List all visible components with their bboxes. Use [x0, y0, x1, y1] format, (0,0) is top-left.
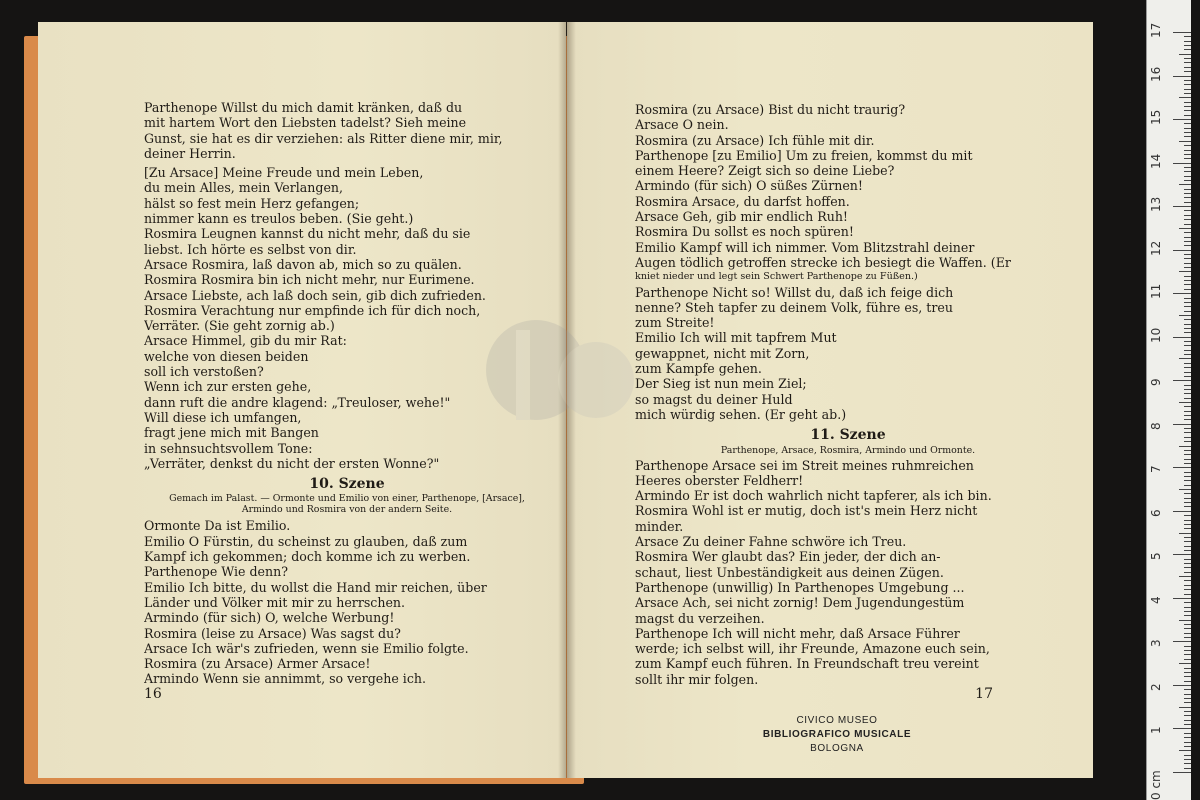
- ruler-minor-tick: [1184, 480, 1191, 481]
- ruler-minor-tick: [1184, 411, 1191, 412]
- ruler-minor-tick: [1184, 193, 1191, 194]
- ruler-minor-tick: [1184, 341, 1191, 342]
- text-line: „Verräter, denkst du nicht der ersten Wonne?": [144, 455, 440, 471]
- right-page-text: [635, 102, 1061, 687]
- text-line: minder.: [635, 518, 684, 534]
- ruler-tick: [1173, 511, 1191, 512]
- ruler-minor-tick: [1184, 145, 1191, 146]
- text-line: Arsace O nein.: [635, 117, 729, 133]
- ruler-minor-tick: [1184, 585, 1191, 586]
- ruler-minor-tick: [1184, 123, 1191, 124]
- text-line: Emilio Ich bitte, du wollst die Hand mir reichen, über: [144, 579, 487, 595]
- text-line: Parthenope Nicht so! Willst du, daß ich feige dich: [635, 284, 954, 300]
- ruler-minor-tick: [1184, 267, 1191, 268]
- ruler-minor-tick: [1184, 224, 1191, 225]
- ruler-minor-tick: [1184, 659, 1191, 660]
- ruler-tick: [1173, 206, 1191, 207]
- text-line: fragt jene mich mit Bangen: [144, 425, 319, 441]
- ruler-minor-tick: [1184, 106, 1191, 107]
- ruler-minor-tick: [1184, 202, 1191, 203]
- ruler-minor-tick: [1184, 150, 1191, 151]
- ruler-minor-tick: [1184, 324, 1191, 325]
- text-line: Arsace Ach, sei nicht zornig! Dem Jugendungestüm: [635, 595, 965, 611]
- text-line: Parthenope Ich will nicht mehr, daß Arsace Führer: [635, 625, 960, 641]
- text-line: Augen tödlich getroffen strecke ich besiegt die Waffen. (Er: [635, 254, 1011, 270]
- ruler-label: 14: [1149, 153, 1163, 169]
- ruler-minor-tick: [1184, 385, 1191, 386]
- ruler-minor-tick: [1179, 620, 1191, 621]
- scene-direction: Armindo und Rosmira von der andern Seite.: [241, 504, 453, 516]
- text-line: zum Kampf euch führen. In Freundschaft treu vereint: [635, 656, 979, 672]
- ruler-minor-tick: [1179, 707, 1191, 708]
- ruler-minor-tick: [1184, 389, 1191, 390]
- ruler-minor-tick: [1184, 102, 1191, 103]
- ruler-minor-tick: [1184, 215, 1191, 216]
- ruler-tick: [1173, 598, 1191, 599]
- ruler-minor-tick: [1184, 419, 1191, 420]
- ruler-minor-tick: [1184, 611, 1191, 612]
- text-line: Rosmira (leise zu Arsace) Was sagst du?: [144, 625, 401, 641]
- ruler-label: 8: [1149, 422, 1163, 430]
- ruler-minor-tick: [1184, 45, 1191, 46]
- ruler-label: 6: [1149, 509, 1163, 517]
- ruler-tick: [1173, 76, 1191, 77]
- ruler-minor-tick: [1184, 84, 1191, 85]
- ruler-minor-tick: [1184, 49, 1191, 50]
- ruler-label: 4: [1149, 596, 1163, 604]
- text-line: Parthenope [zu Emilio] Um zu freien, kommst du mit: [635, 147, 973, 163]
- ruler-minor-tick: [1184, 572, 1191, 573]
- ruler-tick: [1173, 163, 1191, 164]
- text-line: mit hartem Wort den Liebsten tadelst? Sieh meine: [144, 115, 467, 131]
- ruler-minor-tick: [1184, 502, 1191, 503]
- ruler-minor-tick: [1184, 437, 1191, 438]
- ruler-minor-tick: [1184, 567, 1191, 568]
- ruler-label: 7: [1149, 465, 1163, 474]
- ruler-minor-tick: [1184, 628, 1191, 629]
- text-line: Armindo (für sich) O süßes Zürnen!: [635, 178, 863, 194]
- text-line: Emilio Ich will mit tapfrem Mut: [635, 330, 837, 346]
- ruler-minor-tick: [1184, 594, 1191, 595]
- text-line: Will diese ich umfangen,: [144, 409, 302, 425]
- ruler-minor-tick: [1184, 128, 1191, 129]
- ruler-minor-tick: [1184, 602, 1191, 603]
- ruler-minor-tick: [1184, 136, 1191, 137]
- ruler-tick: [1173, 641, 1191, 642]
- ruler-minor-tick: [1184, 742, 1191, 743]
- ruler-minor-tick: [1184, 132, 1191, 133]
- ruler-minor-tick: [1179, 315, 1191, 316]
- scene-direction: Gemach im Palast. — Ormonte und Emilio von einer, Parthenope, [Arsace],: [169, 493, 525, 505]
- text-line: Emilio O Fürstin, du scheinst zu glauben, daß zum: [144, 533, 468, 549]
- ruler-minor-tick: [1184, 472, 1191, 473]
- ruler-minor-tick: [1184, 615, 1191, 616]
- ruler-minor-tick: [1184, 354, 1191, 355]
- ruler-tick: [1173, 119, 1191, 120]
- ruler-minor-tick: [1184, 245, 1191, 246]
- ruler-minor-tick: [1184, 232, 1191, 233]
- text-line: zum Streite!: [635, 315, 715, 331]
- ruler-minor-tick: [1179, 663, 1191, 664]
- ruler-minor-tick: [1184, 711, 1191, 712]
- ruler-label: 11: [1149, 283, 1163, 300]
- ruler-label: 16: [1149, 66, 1163, 82]
- ruler-minor-tick: [1184, 755, 1191, 756]
- ruler-minor-tick: [1184, 520, 1191, 521]
- ruler-minor-tick: [1184, 768, 1191, 769]
- ruler-minor-tick: [1184, 58, 1191, 59]
- ruler-minor-tick: [1179, 358, 1191, 359]
- ruler-tick: [1173, 772, 1191, 773]
- text-line: Rosmira Arsace, du darfst hoffen.: [635, 193, 850, 209]
- ruler-minor-tick: [1184, 689, 1191, 690]
- ruler-minor-tick: [1184, 733, 1191, 734]
- text-line: deiner Herrin.: [144, 145, 236, 161]
- ruler-minor-tick: [1184, 759, 1191, 760]
- text-line: liebst. Ich hörte es selbst von dir.: [144, 241, 357, 257]
- ruler-minor-tick: [1184, 498, 1191, 499]
- text-line: Parthenope Wie denn?: [144, 564, 288, 580]
- ruler-minor-tick: [1184, 463, 1191, 464]
- ruler-minor-tick: [1184, 398, 1191, 399]
- text-line: mich würdig sehen. (Er geht ab.): [635, 406, 847, 422]
- ruler-minor-tick: [1184, 167, 1191, 168]
- ruler-tick: [1173, 250, 1191, 251]
- ruler-minor-tick: [1184, 432, 1191, 433]
- ruler-minor-tick: [1184, 241, 1191, 242]
- text-line: Parthenope (unwillig) In Parthenopes Umgebung ...: [635, 579, 965, 595]
- ruler-minor-tick: [1184, 393, 1191, 394]
- ruler-minor-tick: [1179, 228, 1191, 229]
- ruler-minor-tick: [1179, 446, 1191, 447]
- ruler-tick: [1173, 32, 1191, 33]
- ruler-minor-tick: [1184, 350, 1191, 351]
- ruler-minor-tick: [1184, 415, 1191, 416]
- museum-watermark-logo: [476, 300, 656, 460]
- ruler-minor-tick: [1184, 176, 1191, 177]
- ruler-minor-tick: [1184, 171, 1191, 172]
- ruler-minor-tick: [1184, 737, 1191, 738]
- ruler-minor-tick: [1184, 546, 1191, 547]
- text-line: Rosmira (zu Arsace) Armer Arsace!: [144, 656, 371, 672]
- ruler-minor-tick: [1184, 654, 1191, 655]
- text-line: Emilio Kampf will ich nimmer. Vom Blitzstrahl deiner: [635, 239, 975, 255]
- text-line: Rosmira Rosmira bin ich nicht mehr, nur Eurimene.: [144, 272, 475, 288]
- ruler-minor-tick: [1184, 280, 1191, 281]
- ruler-minor-tick: [1184, 110, 1191, 111]
- scene-heading: 11. Szene: [810, 427, 886, 444]
- text-line: Arsace Liebste, ach laß doch sein, gib dich zufrieden.: [144, 287, 486, 303]
- ruler-minor-tick: [1184, 459, 1191, 460]
- text-line: Parthenope Willst du mich damit kränken, daß du: [144, 100, 463, 115]
- ruler-minor-tick: [1184, 237, 1191, 238]
- stamp-line: CIVICO MUSEO: [796, 715, 878, 726]
- ruler-label: 9: [1149, 378, 1163, 387]
- text-line: Arsace Zu deiner Fahne schwöre ich Treu.: [635, 534, 907, 550]
- ruler-minor-tick: [1184, 650, 1191, 651]
- text-line: Arsace Himmel, gib du mir Rat:: [144, 333, 347, 349]
- text-line: Wenn ich zur ersten gehe,: [144, 379, 312, 395]
- ruler-label: 5: [1149, 552, 1163, 561]
- ruler-tick: [1173, 424, 1191, 425]
- text-line: Rosmira Leugnen kannst du nicht mehr, daß du sie: [144, 226, 471, 242]
- ruler-minor-tick: [1184, 62, 1191, 63]
- ruler-minor-tick: [1184, 672, 1191, 673]
- text-line: Länder und Völker mit mir zu herrschen.: [144, 594, 406, 610]
- ruler-label: 2: [1149, 683, 1163, 691]
- library-stamp: [737, 714, 937, 756]
- text-line: Arsace Rosmira, laß davon ab, mich so zu quälen.: [144, 256, 462, 272]
- text-line: Rosmira Wer glaubt das? Ein jeder, der dich an-: [635, 549, 941, 565]
- ruler-tick: [1173, 728, 1191, 729]
- measurement-ruler: [1146, 0, 1191, 800]
- ruler-label: 3: [1149, 639, 1163, 648]
- ruler-minor-tick: [1184, 363, 1191, 364]
- ruler-minor-tick: [1184, 263, 1191, 264]
- ruler-minor-tick: [1184, 515, 1191, 516]
- ruler-minor-tick: [1184, 319, 1191, 320]
- ruler-minor-tick: [1184, 36, 1191, 37]
- ruler-minor-tick: [1184, 746, 1191, 747]
- ruler-minor-tick: [1184, 328, 1191, 329]
- ruler-label: 10: [1149, 327, 1163, 343]
- scene-cast: Parthenope, Arsace, Rosmira, Armindo und Ormonte.: [720, 444, 976, 456]
- ruler-minor-tick: [1184, 550, 1191, 551]
- ruler-minor-tick: [1184, 71, 1191, 72]
- text-line: Armindo Er ist doch wahrlich nicht tapferer, als ich bin.: [635, 488, 992, 504]
- scene-heading: 10. Szene: [309, 476, 385, 493]
- ruler-minor-tick: [1184, 607, 1191, 608]
- ruler-label: 15: [1149, 109, 1163, 126]
- text-line: zum Kampfe gehen.: [635, 361, 762, 377]
- text-line: dann ruft die andre klagend: „Treuloser, wehe!": [144, 394, 451, 410]
- ruler-minor-tick: [1179, 54, 1191, 55]
- ruler-minor-tick: [1179, 576, 1191, 577]
- ruler-minor-tick: [1184, 637, 1191, 638]
- ruler-minor-tick: [1184, 197, 1191, 198]
- text-line: werde; ich selbst will, ihr Freunde, Amazone euch sein,: [635, 641, 990, 657]
- ruler-minor-tick: [1184, 406, 1191, 407]
- ruler-tick: [1173, 467, 1191, 468]
- ruler-minor-tick: [1184, 702, 1191, 703]
- ruler-minor-tick: [1179, 750, 1191, 751]
- ruler-label: 13: [1149, 196, 1163, 213]
- ruler-minor-tick: [1179, 271, 1191, 272]
- ruler-tick: [1173, 293, 1191, 294]
- ruler-minor-tick: [1184, 698, 1191, 699]
- ruler-minor-tick: [1184, 454, 1191, 455]
- ruler-tick: [1173, 554, 1191, 555]
- ruler-tick: [1173, 380, 1191, 381]
- ruler-minor-tick: [1184, 589, 1191, 590]
- ruler-minor-tick: [1184, 189, 1191, 190]
- ruler-label: 0 cm: [1149, 770, 1163, 800]
- ruler-label: 12: [1149, 240, 1163, 256]
- ruler-minor-tick: [1184, 302, 1191, 303]
- ruler-minor-tick: [1184, 715, 1191, 716]
- ruler-minor-tick: [1184, 694, 1191, 695]
- text-line: gewappnet, nicht mit Zorn,: [635, 345, 810, 361]
- text-line: Rosmira (zu Arsace) Bist du nicht traurig?: [635, 102, 906, 117]
- ruler-minor-tick: [1184, 624, 1191, 625]
- text-line: schaut, liest Unbeständigkeit aus deinen Zügen.: [635, 564, 944, 580]
- text-line: Parthenope Arsace sei im Streit meines ruhmreichen: [635, 457, 974, 473]
- ruler-minor-tick: [1184, 372, 1191, 373]
- ruler-minor-tick: [1184, 633, 1191, 634]
- ruler-minor-tick: [1184, 41, 1191, 42]
- ruler-minor-tick: [1184, 524, 1191, 525]
- ruler-minor-tick: [1184, 493, 1191, 494]
- text-line: Arsace Geh, gib mir endlich Ruh!: [635, 209, 848, 225]
- ruler-minor-tick: [1179, 97, 1191, 98]
- ruler-minor-tick: [1184, 724, 1191, 725]
- text-line: Armindo Wenn sie annimmt, so vergehe ich.: [144, 671, 427, 687]
- text-line: soll ich verstoßen?: [144, 364, 264, 380]
- ruler-minor-tick: [1184, 154, 1191, 155]
- ruler-minor-tick: [1179, 402, 1191, 403]
- ruler-tick: [1173, 685, 1191, 686]
- text-line: du mein Alles, mein Verlangen,: [144, 180, 344, 196]
- ruler-minor-tick: [1184, 450, 1191, 451]
- text-line: Verräter. (Sie geht zornig ab.): [144, 318, 335, 334]
- ruler-minor-tick: [1184, 668, 1191, 669]
- ruler-minor-tick: [1184, 367, 1191, 368]
- text-line: [Zu Arsace] Meine Freude und mein Leben,: [144, 165, 424, 181]
- text-line: so magst du deiner Huld: [635, 391, 793, 407]
- ruler-minor-tick: [1184, 306, 1191, 307]
- ruler-minor-tick: [1184, 284, 1191, 285]
- ruler-minor-tick: [1179, 184, 1191, 185]
- ruler-minor-tick: [1179, 533, 1191, 534]
- ruler-minor-tick: [1184, 298, 1191, 299]
- text-line: hälst so fest mein Herz gefangen;: [144, 195, 360, 211]
- text-line: Arsace Ich wär's zufrieden, wenn sie Emilio folgte.: [144, 640, 469, 656]
- ruler-minor-tick: [1184, 180, 1191, 181]
- ruler-minor-tick: [1184, 289, 1191, 290]
- text-line: Gunst, sie hat es dir verziehen: als Ritter diene mir, mir,: [144, 130, 503, 146]
- ruler-minor-tick: [1184, 311, 1191, 312]
- ruler-label: 17: [1149, 22, 1163, 38]
- ruler-minor-tick: [1184, 345, 1191, 346]
- text-line: sollt ihr mir folgen.: [635, 671, 759, 687]
- text-line: Ormonte Da ist Emilio.: [144, 518, 291, 534]
- text-line: Der Sieg ist nun mein Ziel;: [635, 376, 807, 392]
- ruler-minor-tick: [1184, 376, 1191, 377]
- ruler-minor-tick: [1184, 115, 1191, 116]
- ruler-minor-tick: [1184, 276, 1191, 277]
- ruler-minor-tick: [1184, 537, 1191, 538]
- ruler-minor-tick: [1184, 332, 1191, 333]
- ruler-minor-tick: [1184, 219, 1191, 220]
- page-number: 17: [975, 686, 993, 702]
- ruler-minor-tick: [1184, 89, 1191, 90]
- ruler-minor-tick: [1184, 93, 1191, 94]
- ruler-minor-tick: [1184, 67, 1191, 68]
- ruler-minor-tick: [1184, 485, 1191, 486]
- ruler-minor-tick: [1184, 210, 1191, 211]
- ruler-minor-tick: [1184, 559, 1191, 560]
- ruler-minor-tick: [1179, 489, 1191, 490]
- ruler-minor-tick: [1184, 80, 1191, 81]
- text-line: einem Heere? Zeigt sich so deine Liebe?: [635, 163, 895, 179]
- ruler-minor-tick: [1184, 258, 1191, 259]
- ruler-minor-tick: [1179, 141, 1191, 142]
- ruler-label: 1: [1149, 726, 1163, 735]
- page-number: 16: [144, 686, 162, 702]
- text-line: Rosmira (zu Arsace) Ich fühle mit dir.: [635, 132, 875, 148]
- stamp-line: BIBLIOGRAFICO MUSICALE: [762, 729, 912, 740]
- ruler-minor-tick: [1184, 676, 1191, 677]
- text-line: Rosmira Verachtung nur empfinde ich für dich noch,: [144, 302, 481, 318]
- text-line: Armindo (für sich) O, welche Werbung!: [144, 610, 395, 626]
- ruler-minor-tick: [1184, 681, 1191, 682]
- ruler-minor-tick: [1184, 646, 1191, 647]
- ruler-minor-tick: [1184, 563, 1191, 564]
- ruler-minor-tick: [1184, 428, 1191, 429]
- ruler-minor-tick: [1184, 158, 1191, 159]
- text-line: Kampf ich gekommen; doch komme ich zu werben.: [144, 549, 471, 565]
- ruler-minor-tick: [1184, 476, 1191, 477]
- text-line: magst du verzeihen.: [635, 610, 765, 626]
- text-line: welche von diesen beiden: [144, 348, 309, 364]
- ruler-minor-tick: [1184, 580, 1191, 581]
- text-line: nenne? Steh tapfer zu deinem Volk, führe es, treu: [635, 299, 953, 315]
- ruler-tick: [1173, 337, 1191, 338]
- ruler-minor-tick: [1184, 528, 1191, 529]
- text-line: nimmer kann es treulos beben. (Sie geht.): [144, 211, 414, 227]
- ruler-minor-tick: [1184, 441, 1191, 442]
- text-line: in sehnsuchtsvollem Tone:: [144, 440, 313, 456]
- ruler-minor-tick: [1184, 763, 1191, 764]
- ruler-minor-tick: [1184, 720, 1191, 721]
- text-line: Rosmira Du sollst es noch spüren!: [635, 224, 854, 240]
- text-line: Rosmira Wohl ist er mutig, doch ist's mein Herz nicht: [635, 503, 978, 519]
- stage-direction: kniet nieder und legt sein Schwert Parthenope zu Füßen.): [635, 271, 918, 283]
- stamp-line: BOLOGNA: [810, 743, 864, 754]
- text-line: Heeres oberster Feldherr!: [635, 472, 804, 488]
- ruler-minor-tick: [1184, 254, 1191, 255]
- ruler-minor-tick: [1184, 506, 1191, 507]
- ruler-minor-tick: [1184, 541, 1191, 542]
